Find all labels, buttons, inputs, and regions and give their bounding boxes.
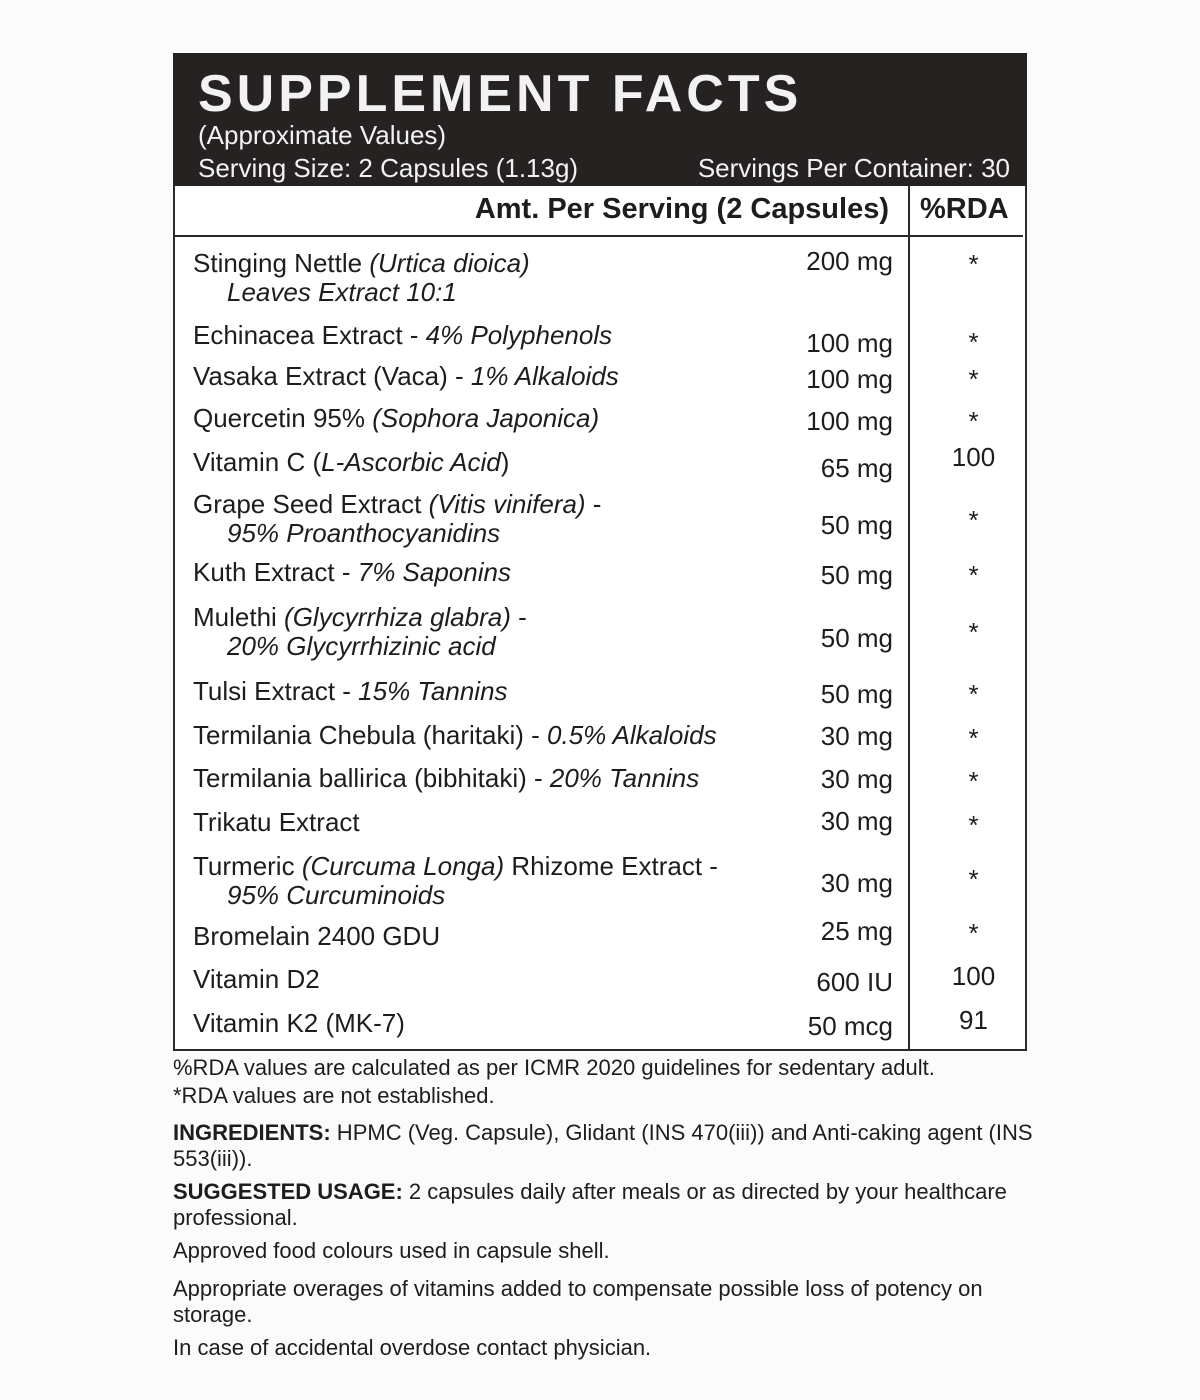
usage-note [173, 1179, 1033, 1231]
amount-per-serving: 25 mg [820, 916, 893, 946]
ingredient-label: Tulsi Extract - [193, 676, 359, 706]
ingredient-italic: L-Ascorbic Acid [321, 447, 501, 477]
ingredient-label: Termilania ballirica (bibhitaki) - [193, 763, 550, 793]
rda-value: * [968, 505, 979, 535]
rda-value: * [968, 864, 979, 894]
facts-header [173, 53, 1027, 186]
ingredient-name [193, 321, 612, 350]
amount-per-serving: 30 mg [820, 806, 893, 836]
ingredient-italic: 0.5% Alkaloids [547, 720, 717, 750]
ingredient-italic: (Urtica dioica) [369, 248, 530, 278]
ingredient-name-line2: 95% Curcuminoids [227, 880, 446, 910]
ingredient-name-line1 [193, 807, 360, 837]
ingredients-text: HPMC (Veg. Capsule), Glidant (INS 470(iii)) and Anti-caking agent (INS 553(iii)). [173, 1120, 1033, 1171]
amount-per-serving: 50 mg [820, 510, 893, 540]
ingredient-italic: 20% Tannins [549, 763, 700, 793]
ingredient-suffix: - [510, 602, 527, 632]
ingredient-suffix: ) [500, 447, 510, 477]
rda-value: * [968, 364, 979, 394]
servings-per-container: Servings Per Container: 30 [697, 153, 1010, 183]
ingredient-label: Vitamin D2 [193, 964, 320, 994]
ingredient-name-line1 [193, 921, 440, 951]
facts-title: SUPPLEMENT FACTS [198, 65, 803, 123]
ingredient-name [193, 603, 527, 661]
ingredient-name-line2: 20% Glycyrrhizinic acid [227, 631, 496, 661]
ingredient-name [193, 448, 509, 477]
ingredient-italic: (Glycyrrhiza glabra) [284, 602, 511, 632]
rda-column-header: %RDA [920, 193, 1009, 225]
ingredient-name-line1 [193, 763, 699, 793]
ingredient-name-line1 [193, 489, 601, 519]
rda-value: * [968, 327, 979, 357]
ingredient-name [193, 1009, 405, 1038]
ingredient-italic: 1% Alkaloids [470, 361, 619, 391]
amount-per-serving: 65 mg [820, 453, 893, 483]
ingredient-label: Grape Seed Extract [193, 489, 429, 519]
ingredient-name [193, 764, 699, 793]
ingredient-suffix: Rhizome Extract - [504, 851, 718, 881]
rda-value: 91 [959, 1005, 988, 1035]
ingredient-name [193, 965, 320, 994]
ingredient-italic: 15% Tannins [358, 676, 508, 706]
serving-size: Serving Size: 2 Capsules (1.13g) [198, 153, 579, 183]
usage-text: 2 capsules daily after meals or as directed by your healthcare professional. [173, 1179, 1007, 1230]
ingredient-label: Trikatu Extract [193, 807, 360, 837]
ingredient-name [193, 852, 718, 910]
ingredient-name [193, 721, 717, 750]
amount-per-serving: 100 mg [806, 406, 893, 436]
ingredient-name-line1 [193, 676, 508, 706]
rda-value: * [968, 723, 979, 753]
ingredients-label: INGREDIENTS: [173, 1120, 331, 1145]
ingredient-italic: 7% Saponins [357, 557, 511, 587]
ingredient-label: Quercetin 95% [193, 403, 373, 433]
ingredient-name [193, 404, 599, 433]
amount-per-serving: 30 mg [820, 868, 893, 898]
ingredient-name [193, 808, 360, 837]
rda-value: * [968, 560, 979, 590]
rda-value: * [968, 679, 979, 709]
supplement-facts-panel [173, 53, 1027, 1051]
amount-per-serving: 30 mg [820, 721, 893, 751]
rda-value: 100 [951, 961, 996, 991]
rda-not-established-note: *RDA values are not established. [173, 1083, 495, 1108]
ingredient-label: Turmeric [193, 851, 302, 881]
ingredients-note [173, 1120, 1033, 1172]
rda-value: * [968, 617, 979, 647]
rda-value: * [968, 766, 979, 796]
amount-per-serving: 50 mcg [807, 1011, 893, 1041]
ingredient-label: Vitamin K2 (MK-7) [193, 1008, 405, 1038]
ingredient-label: Stinging Nettle [193, 248, 370, 278]
ingredient-name-line1 [193, 557, 511, 587]
ingredient-name-line1 [193, 361, 619, 391]
capsule-colours-note: Approved food colours used in capsule shell. [173, 1238, 610, 1263]
ingredient-name-line1 [193, 320, 612, 350]
ingredient-name-line1 [193, 964, 320, 994]
amount-per-serving: 50 mg [820, 679, 893, 709]
ingredient-italic: (Sophora Japonica) [372, 403, 600, 433]
ingredient-label: Vitamin C ( [193, 447, 322, 477]
usage-label: SUGGESTED USAGE: [173, 1179, 403, 1204]
ingredient-name [193, 490, 601, 548]
ingredient-italic: 4% Polyphenols [425, 320, 613, 350]
ingredient-name-line2: Leaves Extract 10:1 [227, 277, 457, 307]
amount-per-serving: 50 mg [820, 623, 893, 653]
overdose-note: In case of accidental overdose contact physician. [173, 1335, 652, 1360]
overages-note: Appropriate overages of vitamins added to compensate possible loss of potency on storage. [173, 1276, 983, 1327]
ingredient-name [193, 558, 511, 587]
amount-per-serving: 100 mg [806, 364, 893, 394]
rda-value: * [968, 406, 979, 436]
ingredient-name [193, 922, 440, 951]
ingredient-name-line1 [193, 248, 530, 278]
ingredient-label: Vasaka Extract (Vaca) - [193, 361, 471, 391]
ingredient-name-line1 [193, 851, 718, 881]
ingredient-label: Echinacea Extract - [193, 320, 426, 350]
ingredient-name-line1 [193, 447, 509, 477]
amount-per-serving: 100 mg [806, 328, 893, 358]
amount-column-header: Amt. Per Serving (2 Capsules) [474, 193, 889, 225]
rda-value: * [968, 810, 979, 840]
ingredient-name-line1 [193, 1008, 405, 1038]
rda-value: * [968, 249, 979, 279]
ingredient-name [193, 362, 619, 391]
amount-per-serving: 200 mg [806, 246, 893, 276]
rda-value: 100 [951, 442, 996, 472]
ingredient-name-line2: 95% Proanthocyanidins [227, 518, 501, 548]
rda-note: %RDA values are calculated as per ICMR 2020 guidelines for sedentary adult. [173, 1055, 935, 1080]
ingredient-label: Termilania Chebula (haritaki) - [193, 720, 548, 750]
ingredient-suffix: - [585, 489, 602, 519]
ingredient-name-line1 [193, 403, 599, 433]
facts-subtitle: (Approximate Values) [198, 120, 447, 150]
ingredient-label: Mulethi [193, 602, 285, 632]
amount-per-serving: 50 mg [820, 560, 893, 590]
ingredient-name-line1 [193, 602, 527, 632]
amount-per-serving: 30 mg [820, 764, 893, 794]
rda-value: * [968, 918, 979, 948]
ingredient-label: Kuth Extract - [193, 557, 358, 587]
ingredient-name [193, 249, 530, 307]
ingredient-name [193, 677, 508, 706]
amount-per-serving: 600 IU [816, 967, 893, 997]
ingredient-name-line1 [193, 720, 717, 750]
ingredient-italic: (Vitis vinifera) [428, 489, 586, 519]
ingredient-italic: (Curcuma Longa) [301, 851, 505, 881]
ingredient-label: Bromelain 2400 GDU [193, 921, 441, 951]
header-divider [175, 235, 1023, 237]
